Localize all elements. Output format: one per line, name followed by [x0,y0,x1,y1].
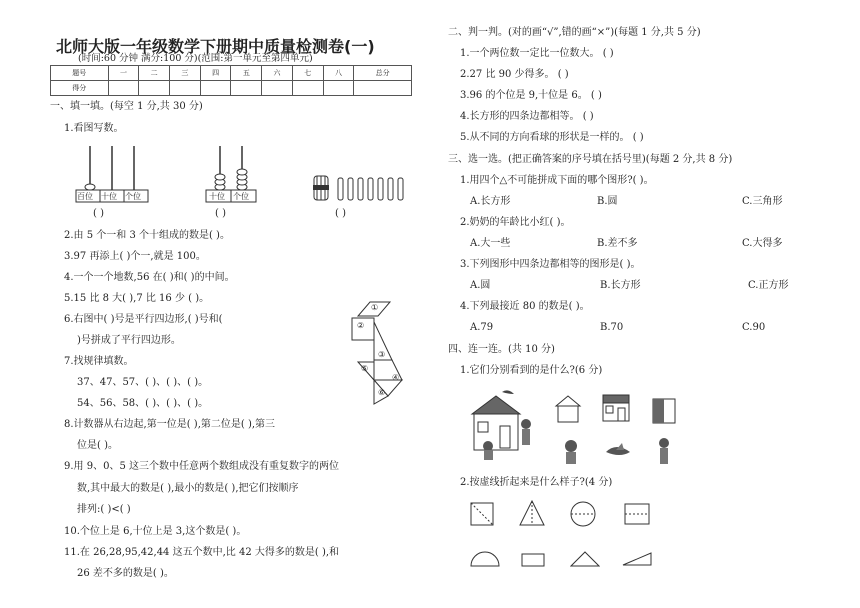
question-3: 3.97 再添上( )个一,就是 100。 [64,251,206,262]
answer-blank[interactable]: ( ) [215,208,226,219]
question-6-line-2: )号拼成了平行四边形。 [77,335,181,346]
choice-option[interactable]: C.三角形 [742,196,783,207]
shape-number: ② [357,321,365,330]
question-11-line-2: 26 差不多的数是( )。 [77,568,174,579]
table-cell: 一 [108,66,139,81]
table-cell: 四 [200,66,231,81]
table-cell: 八 [323,66,354,81]
child-icon [560,438,582,466]
square-diagonal-fold-icon [470,502,494,526]
table-cell: 总分 [354,66,412,81]
question-7: 7.找规律填数。 [64,356,134,367]
judge-5: 5.从不同的方向看球的形状是一样的。 ( ) [460,132,644,143]
house-front-view-icon [601,393,631,423]
question-2: 2.由 5 个一和 3 个十组成的数是( )。 [64,230,230,241]
link-question-1: 1.它们分别看到的是什么?(6 分) [460,365,603,376]
circle-fold-icon [570,501,596,527]
choice-option[interactable]: C.90 [742,322,766,333]
choice-option[interactable]: C.正方形 [748,280,789,291]
table-row [51,66,412,81]
table-cell: 六 [262,66,293,81]
choice-4: 4.下列最接近 80 的数是( )。 [460,301,590,312]
triangle-fold-icon [519,500,545,526]
question-1: 1.看图写数。 [64,123,124,134]
sticks-figure [312,172,407,206]
judge-1: 1.一个两位数一定比一位数大。 ( ) [460,48,614,59]
judge-3: 3.96 的个位是 9,十位是 6。 ( ) [460,90,602,101]
abacus-label: 百位 [77,192,93,201]
section-4-heading: 四、连一连。(共 10 分) [448,344,555,355]
bird-icon [604,442,634,464]
house-scene-illustration [466,388,556,464]
section-3-heading: 三、选一选。(把正确答案的序号填在括号里)(每题 2 分,共 8 分) [448,154,733,165]
answer-blank[interactable]: ( ) [335,208,346,219]
question-7-series-a: 37、47、57、( )、( )、( )。 [77,377,209,388]
answer-blank[interactable]: ( ) [93,208,104,219]
choice-option[interactable]: B.圆 [597,196,618,207]
table-cell: 二 [139,66,170,81]
score-input[interactable] [354,81,412,96]
right-triangle-icon [622,552,652,566]
score-input[interactable] [323,81,354,96]
question-9-line-3: 排列:( )<( ) [77,504,131,515]
choice-option[interactable]: C.大得多 [742,238,783,249]
page-title: 北师大版一年级数学下册期中质量检测卷(一) [56,37,375,56]
choice-option[interactable]: B.长方形 [600,280,641,291]
section-1-heading: 一、填一填。(每空 1 分,共 30 分) [50,101,203,112]
score-input[interactable] [170,81,201,96]
table-cell: 题号 [51,66,109,81]
judge-2: 2.27 比 90 少得多。 ( ) [460,69,569,80]
table-cell: 七 [292,66,323,81]
score-input[interactable] [108,81,139,96]
child-icon [655,436,673,468]
abacus-label: 十位 [101,192,117,201]
score-input[interactable] [292,81,323,96]
abacus-label: 十位 [209,192,225,201]
question-11-line-1: 11.在 26,28,95,42,44 这五个数中,比 42 大得多的数是( ),和 [64,547,340,558]
table-cell: 得分 [51,81,109,96]
abacus-label: 个位 [233,192,249,201]
page-subtitle: (时间:60 分钟 满分:100 分)(范围:第一单元至第四单元) [78,53,313,64]
judge-4: 4.长方形的四条边都相等。 ( ) [460,111,594,122]
question-8-line-2: 位是( )。 [77,440,118,451]
rectangle-icon [521,553,545,567]
shape-number: ① [371,303,379,312]
choice-option[interactable]: A.大一些 [470,238,511,249]
score-input[interactable] [200,81,231,96]
triangle-icon [570,551,600,567]
score-table [50,65,412,96]
question-5: 5.15 比 8 大( ),7 比 16 少 ( )。 [64,293,210,304]
choice-option[interactable]: B.差不多 [597,238,638,249]
score-input[interactable] [262,81,293,96]
question-8-line-1: 8.计数器从右边起,第一位是( ),第二位是( ),第三 [64,419,276,430]
section-2-heading: 二、判一判。(对的画“√”,错的画“×”)(每题 1 分,共 5 分) [448,27,701,38]
shape-number: ④ [392,373,400,382]
table-cell: 五 [231,66,262,81]
table-cell: 三 [170,66,201,81]
question-10: 10.个位上是 6,十位上是 3,这个数是( )。 [64,526,247,537]
choice-option[interactable]: B.70 [600,322,624,333]
choice-option[interactable]: A.长方形 [470,196,511,207]
abacus-label: 个位 [125,192,141,201]
shape-number: ⑥ [378,388,386,397]
question-4: 4.一个一个地数,56 在( )和( )的中间。 [64,272,235,283]
rectangle-fold-icon [624,503,650,525]
score-input[interactable] [139,81,170,96]
house-back-view-icon [651,397,677,425]
choice-2: 2.奶奶的年龄比小红( )。 [460,217,571,228]
choice-1: 1.用四个△不可能拼成下面的哪个图形?( )。 [460,175,654,186]
question-6-line-1: 6.右图中( )号是平行四边形,( )号和( [64,314,223,325]
question-9-line-2: 数,其中最大的数是( ),最小的数是( ),把它们按顺序 [77,483,299,494]
score-input[interactable] [231,81,262,96]
table-row [51,81,412,96]
house-side-view-icon [554,394,582,424]
choice-3: 3.下列图形中四条边都相等的图形是( )。 [460,259,641,270]
semicircle-icon [470,551,500,567]
question-7-series-b: 54、56、58、( )、( )、( )。 [77,398,209,409]
link-question-2: 2.按虚线折起来是什么样子?(4 分) [460,477,613,488]
choice-option[interactable]: A.79 [470,322,494,333]
shape-number: ③ [378,350,386,359]
question-9-line-1: 9.用 9、0、5 这三个数中任意两个数组成没有重复数字的两位 [64,461,339,472]
shape-number: ⑤ [361,364,369,373]
choice-option[interactable]: A.圆 [470,280,491,291]
